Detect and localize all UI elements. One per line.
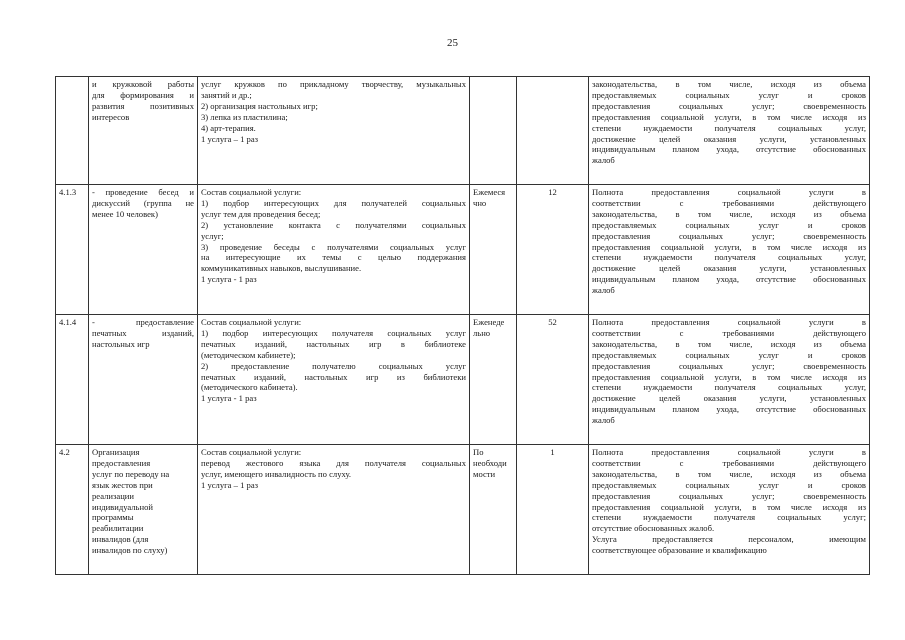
service-name-line: предоставления [92, 457, 151, 468]
service-content-line: услуг тем для проведения бесед; [201, 208, 321, 219]
service-number-cell [56, 315, 89, 445]
service-name-line: - проведение бесед и [92, 187, 194, 197]
service-evaluation-line: Полнота предоставления социальной услуги в [592, 447, 866, 457]
service-frequency-line: По [473, 447, 484, 457]
service-content-line: Состав социальной услуги: [201, 317, 302, 327]
service-evaluation-line: законодательства, в том числе, исходя из объема [592, 338, 866, 349]
service-content-line: 1 услуга – 1 раз [201, 479, 259, 490]
service-evaluation-line: предоставляемых социальных услуг и сроков [592, 219, 866, 230]
service-frequency-line: льно [473, 327, 491, 338]
service-content-line: услуг кружков по прикладному творчеству, музыкальных [201, 79, 466, 89]
service-name-line: Организация [92, 447, 140, 457]
service-evaluation-line: Полнота предоставления социальной услуги в [592, 187, 866, 197]
service-content-line: 1 услуга - 1 раз [201, 393, 257, 404]
service-evaluation-line: индивидуальным планом ухода, отсутствие обоснованных [592, 274, 866, 285]
service-number: 4.2 [59, 447, 70, 457]
service-quantity-cell [517, 315, 589, 445]
service-content-line: 4) арт-терапия. [201, 122, 256, 133]
service-name-line: развития позитивных [92, 100, 194, 111]
service-evaluation-line: соответствии с требованиями действующего [592, 457, 866, 468]
service-name-line: интересов [92, 111, 130, 122]
service-name-cell [89, 315, 198, 445]
service-name-cell [89, 445, 198, 575]
service-content-line: 1) подбор интересующих для получателей социальных [201, 197, 466, 208]
service-evaluation-line: законодательства, в том числе, исходя из объема [592, 208, 866, 219]
service-evaluation-line: предоставления социальных услуг; своевременность [592, 490, 866, 501]
service-number: 4.1.4 [59, 317, 77, 327]
service-frequency-cell [470, 445, 517, 575]
service-evaluation-line: степени нуждаемости получателя социальных услуг, [592, 122, 866, 133]
service-evaluation-line: предоставления социальной услуги, в том числе исходя из [592, 371, 866, 382]
service-evaluation-line: предоставления социальных услуг; своевременность [592, 100, 866, 111]
service-evaluation-line: предоставляемых социальных услуг и сроков [592, 89, 866, 100]
service-evaluation-cell [589, 445, 870, 575]
service-name-line: для формирования и [92, 89, 194, 100]
service-content-line: печатных изданий, настольных игр в библиотеке [201, 338, 466, 349]
service-quantity: 12 [548, 187, 557, 197]
service-frequency-cell [470, 185, 517, 315]
service-name-line: и кружковой работы [92, 79, 194, 89]
service-content-line: Состав социальной услуги: [201, 447, 302, 457]
service-content-cell [198, 445, 470, 575]
service-evaluation-cell [589, 77, 870, 185]
table-row [56, 185, 870, 315]
service-name-line: инвалидов по слуху) [92, 545, 168, 556]
service-evaluation-line: соответствии с требованиями действующего [592, 327, 866, 338]
service-content-line: (методического кабинета). [201, 382, 298, 393]
service-quantity-cell [517, 445, 589, 575]
service-number-cell [56, 77, 89, 185]
service-name-line: инвалидов (для [92, 534, 149, 545]
service-evaluation-line: предоставления социальной услуги, в том числе исходя из [592, 111, 866, 122]
service-evaluation-line: достижение целей оказания услуги, установленных [592, 263, 866, 274]
service-content-line: 3) лепка из пластилина; [201, 111, 288, 122]
service-name-cell [89, 77, 198, 185]
service-frequency-line: необходи [473, 457, 507, 468]
service-name-line: услуг по переводу на [92, 468, 170, 479]
page-number: 25 [447, 37, 458, 49]
service-evaluation-line: законодательства, в том числе, исходя из объема [592, 79, 866, 89]
service-evaluation-line: степени нуждаемости получателя социальных услуг; [592, 512, 866, 523]
service-evaluation-line: предоставляемых социальных услуг и сроков [592, 479, 866, 490]
service-evaluation-line: соответствующее образование и квалификацию [592, 545, 767, 556]
service-name-line: менее 10 человек) [92, 208, 158, 219]
service-content-line: 2) установление контакта с получателями социальных [201, 219, 466, 230]
table-row [56, 445, 870, 575]
service-evaluation-line: соответствии с требованиями действующего [592, 197, 866, 208]
social-services-table [55, 76, 870, 575]
service-evaluation-line: Полнота предоставления социальной услуги в [592, 317, 866, 327]
service-name-line: реабилитации [92, 523, 144, 534]
service-content-line: 2) организация настольных игр; [201, 100, 318, 111]
service-name-line: программы [92, 512, 134, 523]
service-quantity-cell [517, 77, 589, 185]
service-evaluation-cell [589, 315, 870, 445]
service-number-cell [56, 185, 89, 315]
service-evaluation-line: степени нуждаемости получателя социальных услуг, [592, 382, 866, 393]
service-frequency-line: Ежемеся [473, 187, 506, 197]
service-frequency-line: мости [473, 468, 496, 479]
service-content-line: 1 услуга - 1 раз [201, 274, 257, 285]
service-evaluation-cell [589, 185, 870, 315]
service-name-line: дискуссий (группа не [92, 197, 194, 208]
service-name-line: - предоставление [92, 317, 194, 327]
service-quantity: 52 [548, 317, 557, 327]
service-evaluation-line: предоставления социальных услуг; своевременность [592, 230, 866, 241]
service-content-line: на интересующие их темы с целью поддержания [201, 252, 466, 263]
table-row [56, 315, 870, 445]
service-content-line: перевод жестового языка для получателя социальных [201, 457, 466, 468]
service-name-cell [89, 185, 198, 315]
service-quantity-cell [517, 185, 589, 315]
service-content-line: услуг; [201, 230, 224, 241]
service-content-cell [198, 315, 470, 445]
service-content-cell [198, 185, 470, 315]
service-content-line: занятий и др.; [201, 89, 252, 100]
service-content-line: (методическом кабинете); [201, 349, 296, 360]
service-evaluation-line: достижение целей оказания услуги, установленных [592, 133, 866, 144]
service-evaluation-line: законодательства, в том числе, исходя из объема [592, 468, 866, 479]
service-content-line: 1) подбор интересующих получателя социальных услуг [201, 327, 466, 338]
service-frequency-line: чно [473, 197, 487, 208]
service-number: 4.1.3 [59, 187, 77, 197]
service-content-line: 3) проведение беседы с получателями социальных услуг [201, 241, 466, 252]
service-name-line: индивидуальной [92, 501, 153, 512]
service-content-line: Состав социальной услуги: [201, 187, 302, 197]
service-evaluation-line: жалоб [592, 415, 615, 426]
service-evaluation-line: жалоб [592, 155, 615, 166]
service-evaluation-line: предоставления социальной услуги, в том числе исходя из [592, 241, 866, 252]
service-evaluation-line: отсутствие обоснованных жалоб. [592, 523, 715, 534]
service-evaluation-line: жалоб [592, 285, 615, 296]
service-evaluation-line: предоставления социальной услуги, в том числе исходя из [592, 501, 866, 512]
service-name-line: настольных игр [92, 338, 150, 349]
service-evaluation-line: предоставления социальных услуг; своевременность [592, 360, 866, 371]
service-quantity: 1 [550, 447, 555, 457]
service-content-cell [198, 77, 470, 185]
service-content-line: печатных изданий, настольных игр из библиотеки [201, 371, 466, 382]
service-number-cell [56, 445, 89, 575]
service-name-line: язык жестов при [92, 479, 153, 490]
service-evaluation-line: Услуга предоставляется персоналом, имеющим [592, 534, 866, 545]
service-evaluation-line: степени нуждаемости получателя социальных услуг, [592, 252, 866, 263]
service-content-line: 2) предоставление получателю социальных услуг [201, 360, 466, 371]
service-content-line: услуг, имеющего инвалидность по слуху. [201, 468, 352, 479]
service-name-line: печатных изданий, [92, 327, 194, 338]
service-evaluation-line: индивидуальным планом ухода, отсутствие обоснованных [592, 404, 866, 415]
table-row [56, 77, 870, 185]
service-content-line: коммуникативных навыков, выслушивание. [201, 263, 362, 274]
service-evaluation-line: индивидуальным планом ухода, отсутствие обоснованных [592, 144, 866, 155]
service-frequency-line: Еженеде [473, 317, 505, 327]
service-name-line: реализации [92, 490, 134, 501]
service-frequency-cell [470, 315, 517, 445]
service-frequency-cell [470, 77, 517, 185]
service-content-line: 1 услуга – 1 раз [201, 133, 259, 144]
service-evaluation-line: предоставляемых социальных услуг и сроков [592, 349, 866, 360]
service-evaluation-line: достижение целей оказания услуги, установленных [592, 393, 866, 404]
